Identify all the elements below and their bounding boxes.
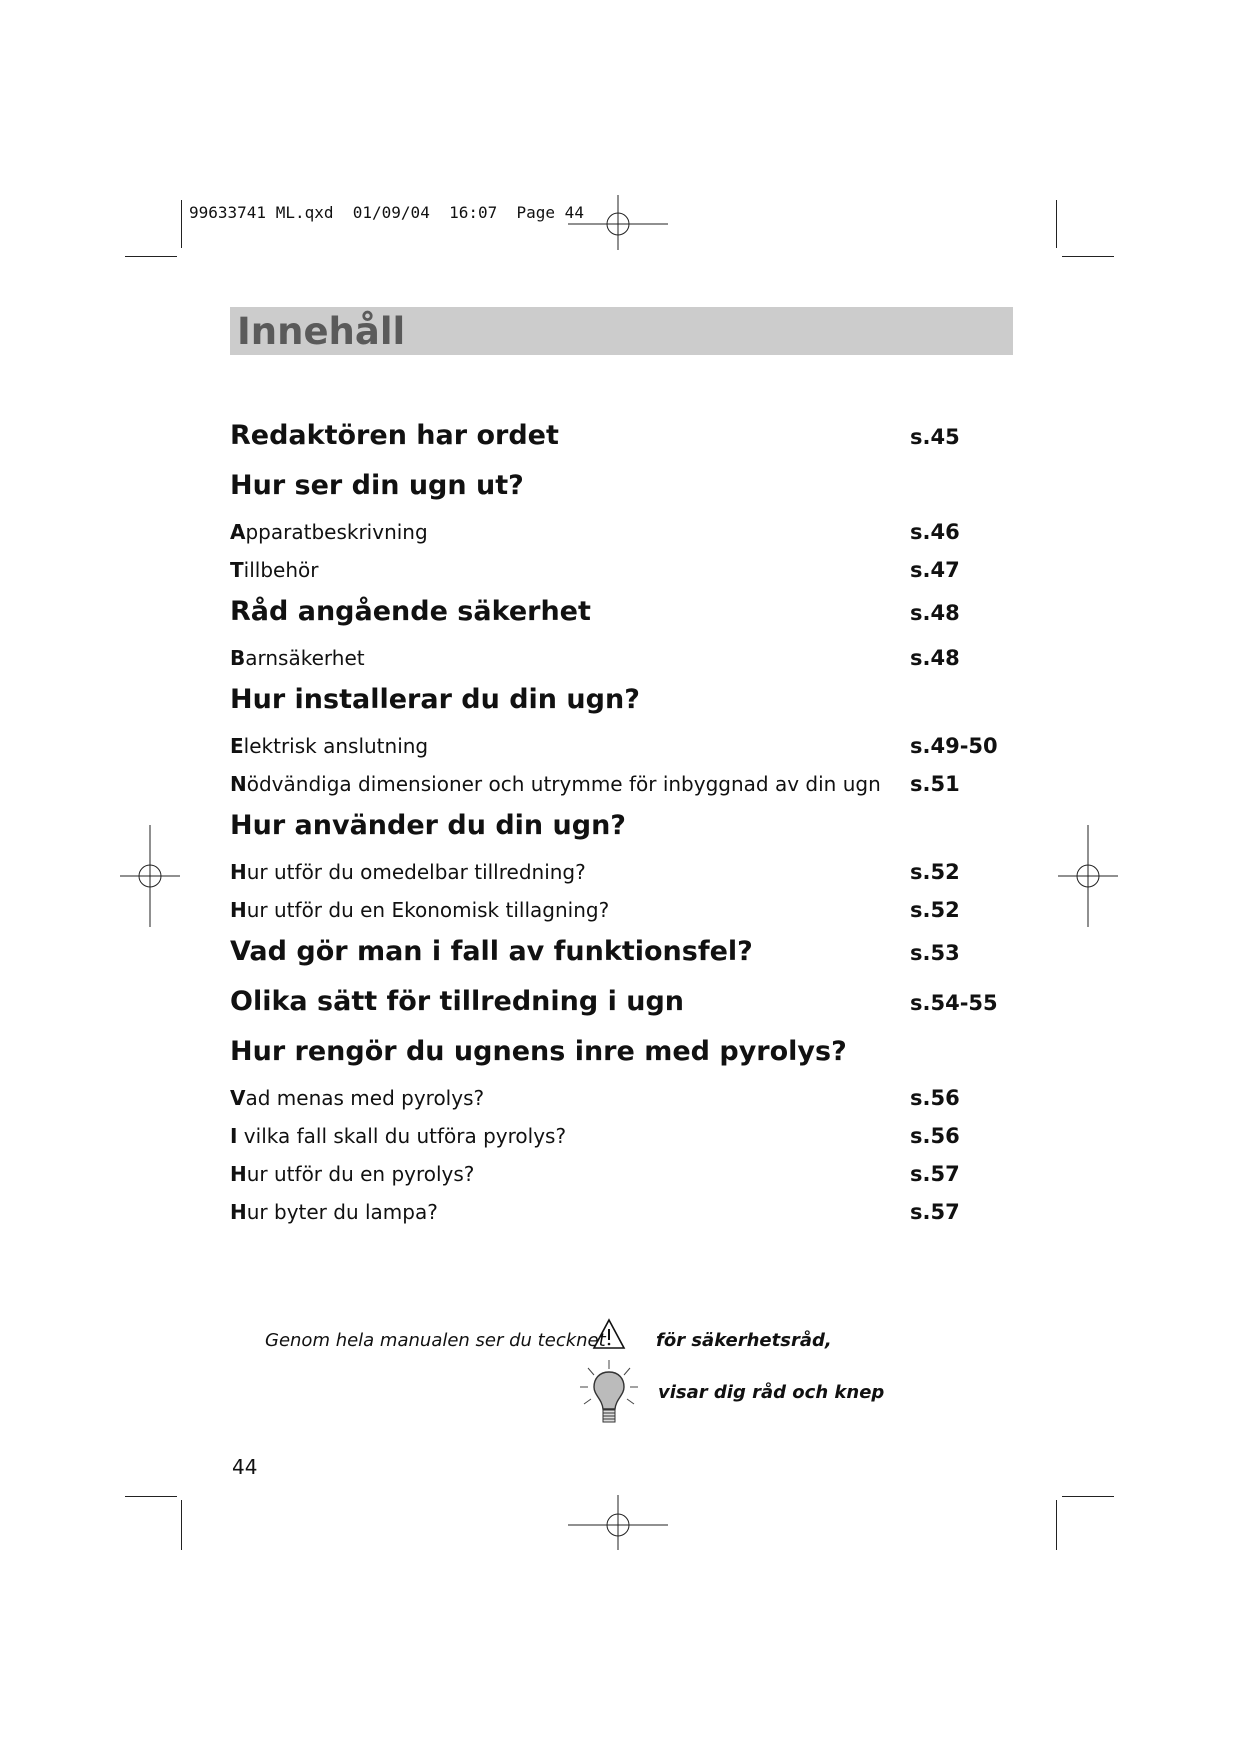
- toc-subitem-rest: illbehör: [243, 558, 319, 582]
- toc-page-ref: s.48: [910, 646, 960, 670]
- toc-initial-letter: V: [230, 1086, 246, 1110]
- toc-heading-text: Hur rengör du ugnens inre med pyrolys?: [230, 1036, 847, 1067]
- toc-heading-row: [230, 1036, 1010, 1086]
- crop-mark: [125, 1496, 177, 1497]
- toc-subitem-rest: ur utför du omedelbar tillredning?: [246, 860, 586, 884]
- toc-subitem-rest: pparatbeskrivning: [245, 520, 428, 544]
- toc-heading-row: [230, 986, 1010, 1036]
- toc-page-ref: s.56: [910, 1124, 960, 1148]
- toc-subitem-rest: ur byter du lampa?: [246, 1200, 438, 1224]
- title-bar: [230, 307, 1013, 355]
- toc-subitem-rest: ad menas med pyrolys?: [245, 1086, 485, 1110]
- toc-page-ref: s.56: [910, 1086, 960, 1110]
- toc-initial-letter: H: [230, 1162, 247, 1186]
- toc-initial-letter: H: [230, 1200, 247, 1224]
- toc-subitem-row: [230, 1124, 1010, 1162]
- print-slug: 99633741 ML.qxd 01/09/04 16:07 Page 44: [189, 203, 584, 222]
- toc-subitem-row: [230, 898, 1010, 936]
- toc-subitem-rest: arnsäkerhet: [245, 646, 365, 670]
- toc-subitem-text: [230, 1124, 910, 1148]
- toc-subitem-text: [230, 772, 910, 796]
- toc-subitem-text: [230, 558, 910, 582]
- toc-page-ref: s.48: [910, 601, 960, 625]
- crop-mark: [125, 256, 177, 257]
- toc-heading-text: Hur ser din ugn ut?: [230, 470, 524, 501]
- toc-subitem-rest: ur utför du en pyrolys?: [246, 1162, 475, 1186]
- toc-initial-letter: N: [230, 772, 247, 796]
- toc-page-ref: s.54-55: [910, 991, 998, 1015]
- toc-page-ref: s.47: [910, 558, 960, 582]
- page-number: 44: [232, 1455, 258, 1479]
- toc-subitem-row: [230, 1162, 1010, 1200]
- toc-subitem-text: [230, 734, 910, 758]
- crop-mark: [181, 200, 182, 248]
- toc-subitem-text: [230, 646, 910, 670]
- toc-subitem-text: [230, 1200, 910, 1224]
- toc-subitem-row: [230, 860, 1010, 898]
- page-title: Innehåll: [237, 310, 406, 353]
- toc-subitem-rest: lektrisk anslutning: [243, 734, 429, 758]
- toc-page-ref: s.46: [910, 520, 960, 544]
- legend-intro: Genom hela manualen ser du tecknet: [265, 1330, 606, 1351]
- toc-subitem-text: [230, 860, 910, 884]
- toc-heading-text: Olika sätt för tillredning i ugn: [230, 986, 685, 1017]
- registration-mark-bottom: [560, 1495, 670, 1550]
- toc-subitem-row: [230, 734, 1010, 772]
- toc-heading-row: [230, 470, 1010, 520]
- toc-page-ref: s.53: [910, 941, 960, 965]
- toc-subitem-rest: ur utför du en Ekonomisk tillagning?: [246, 898, 610, 922]
- toc-initial-letter: B: [230, 646, 246, 670]
- toc-subitem-text: [230, 898, 910, 922]
- toc-heading-text: Råd angående säkerhet: [230, 596, 591, 627]
- crop-mark: [1056, 1500, 1057, 1550]
- toc-heading-row: [230, 684, 1010, 734]
- toc-page-ref: s.49-50: [910, 734, 998, 758]
- toc-subitem-rest: ödvändiga dimensioner och utrymme för inbyggnad av din ugn: [246, 772, 881, 796]
- toc-heading-row: [230, 420, 1010, 470]
- toc-page-ref: s.57: [910, 1200, 960, 1224]
- toc-initial-letter: H: [230, 898, 247, 922]
- toc-subitem-row: [230, 772, 1010, 810]
- crop-mark: [1056, 200, 1057, 248]
- toc-initial-letter: I: [230, 1124, 238, 1148]
- registration-mark-right: [1058, 825, 1118, 927]
- toc-subitem-row: [230, 520, 1010, 558]
- crop-mark: [1062, 256, 1114, 257]
- toc-initial-letter: T: [230, 558, 244, 582]
- toc-page-ref: s.51: [910, 772, 960, 796]
- toc-page-ref: s.57: [910, 1162, 960, 1186]
- toc-page-ref: s.52: [910, 898, 960, 922]
- toc-subitem-row: [230, 646, 1010, 684]
- toc-initial-letter: A: [230, 520, 246, 544]
- toc-subitem-rest: vilka fall skall du utföra pyrolys?: [237, 1124, 567, 1148]
- toc-page-ref: s.52: [910, 860, 960, 884]
- registration-mark-left: [120, 825, 180, 927]
- toc-subitem-text: [230, 1086, 910, 1110]
- legend-tip-text: visar dig råd och knep: [658, 1382, 885, 1403]
- toc-heading-row: [230, 810, 1010, 860]
- toc-subitem-text: [230, 520, 910, 544]
- toc-heading-text: Redaktören har ordet: [230, 420, 559, 451]
- crop-mark: [1062, 1496, 1114, 1497]
- toc-initial-letter: H: [230, 860, 247, 884]
- toc-heading-text: Hur installerar du din ugn?: [230, 684, 640, 715]
- crop-mark: [181, 1500, 182, 1550]
- toc-page-ref: s.45: [910, 425, 960, 449]
- toc-subitem-row: [230, 1086, 1010, 1124]
- toc-initial-letter: E: [230, 734, 244, 758]
- warning-triangle-icon: [592, 1318, 626, 1350]
- toc-heading-text: Hur använder du din ugn?: [230, 810, 626, 841]
- toc-subitem-text: [230, 1162, 910, 1186]
- toc-heading-text: Vad gör man i fall av funktionsfel?: [230, 936, 753, 967]
- toc-subitem-row: [230, 1200, 1010, 1238]
- legend-warning-text: för säkerhetsråd,: [656, 1330, 832, 1351]
- table-of-contents: [230, 420, 1010, 1238]
- toc-subitem-row: [230, 558, 1010, 596]
- toc-heading-row: [230, 596, 1010, 646]
- lightbulb-icon: [578, 1358, 640, 1428]
- toc-heading-row: [230, 936, 1010, 986]
